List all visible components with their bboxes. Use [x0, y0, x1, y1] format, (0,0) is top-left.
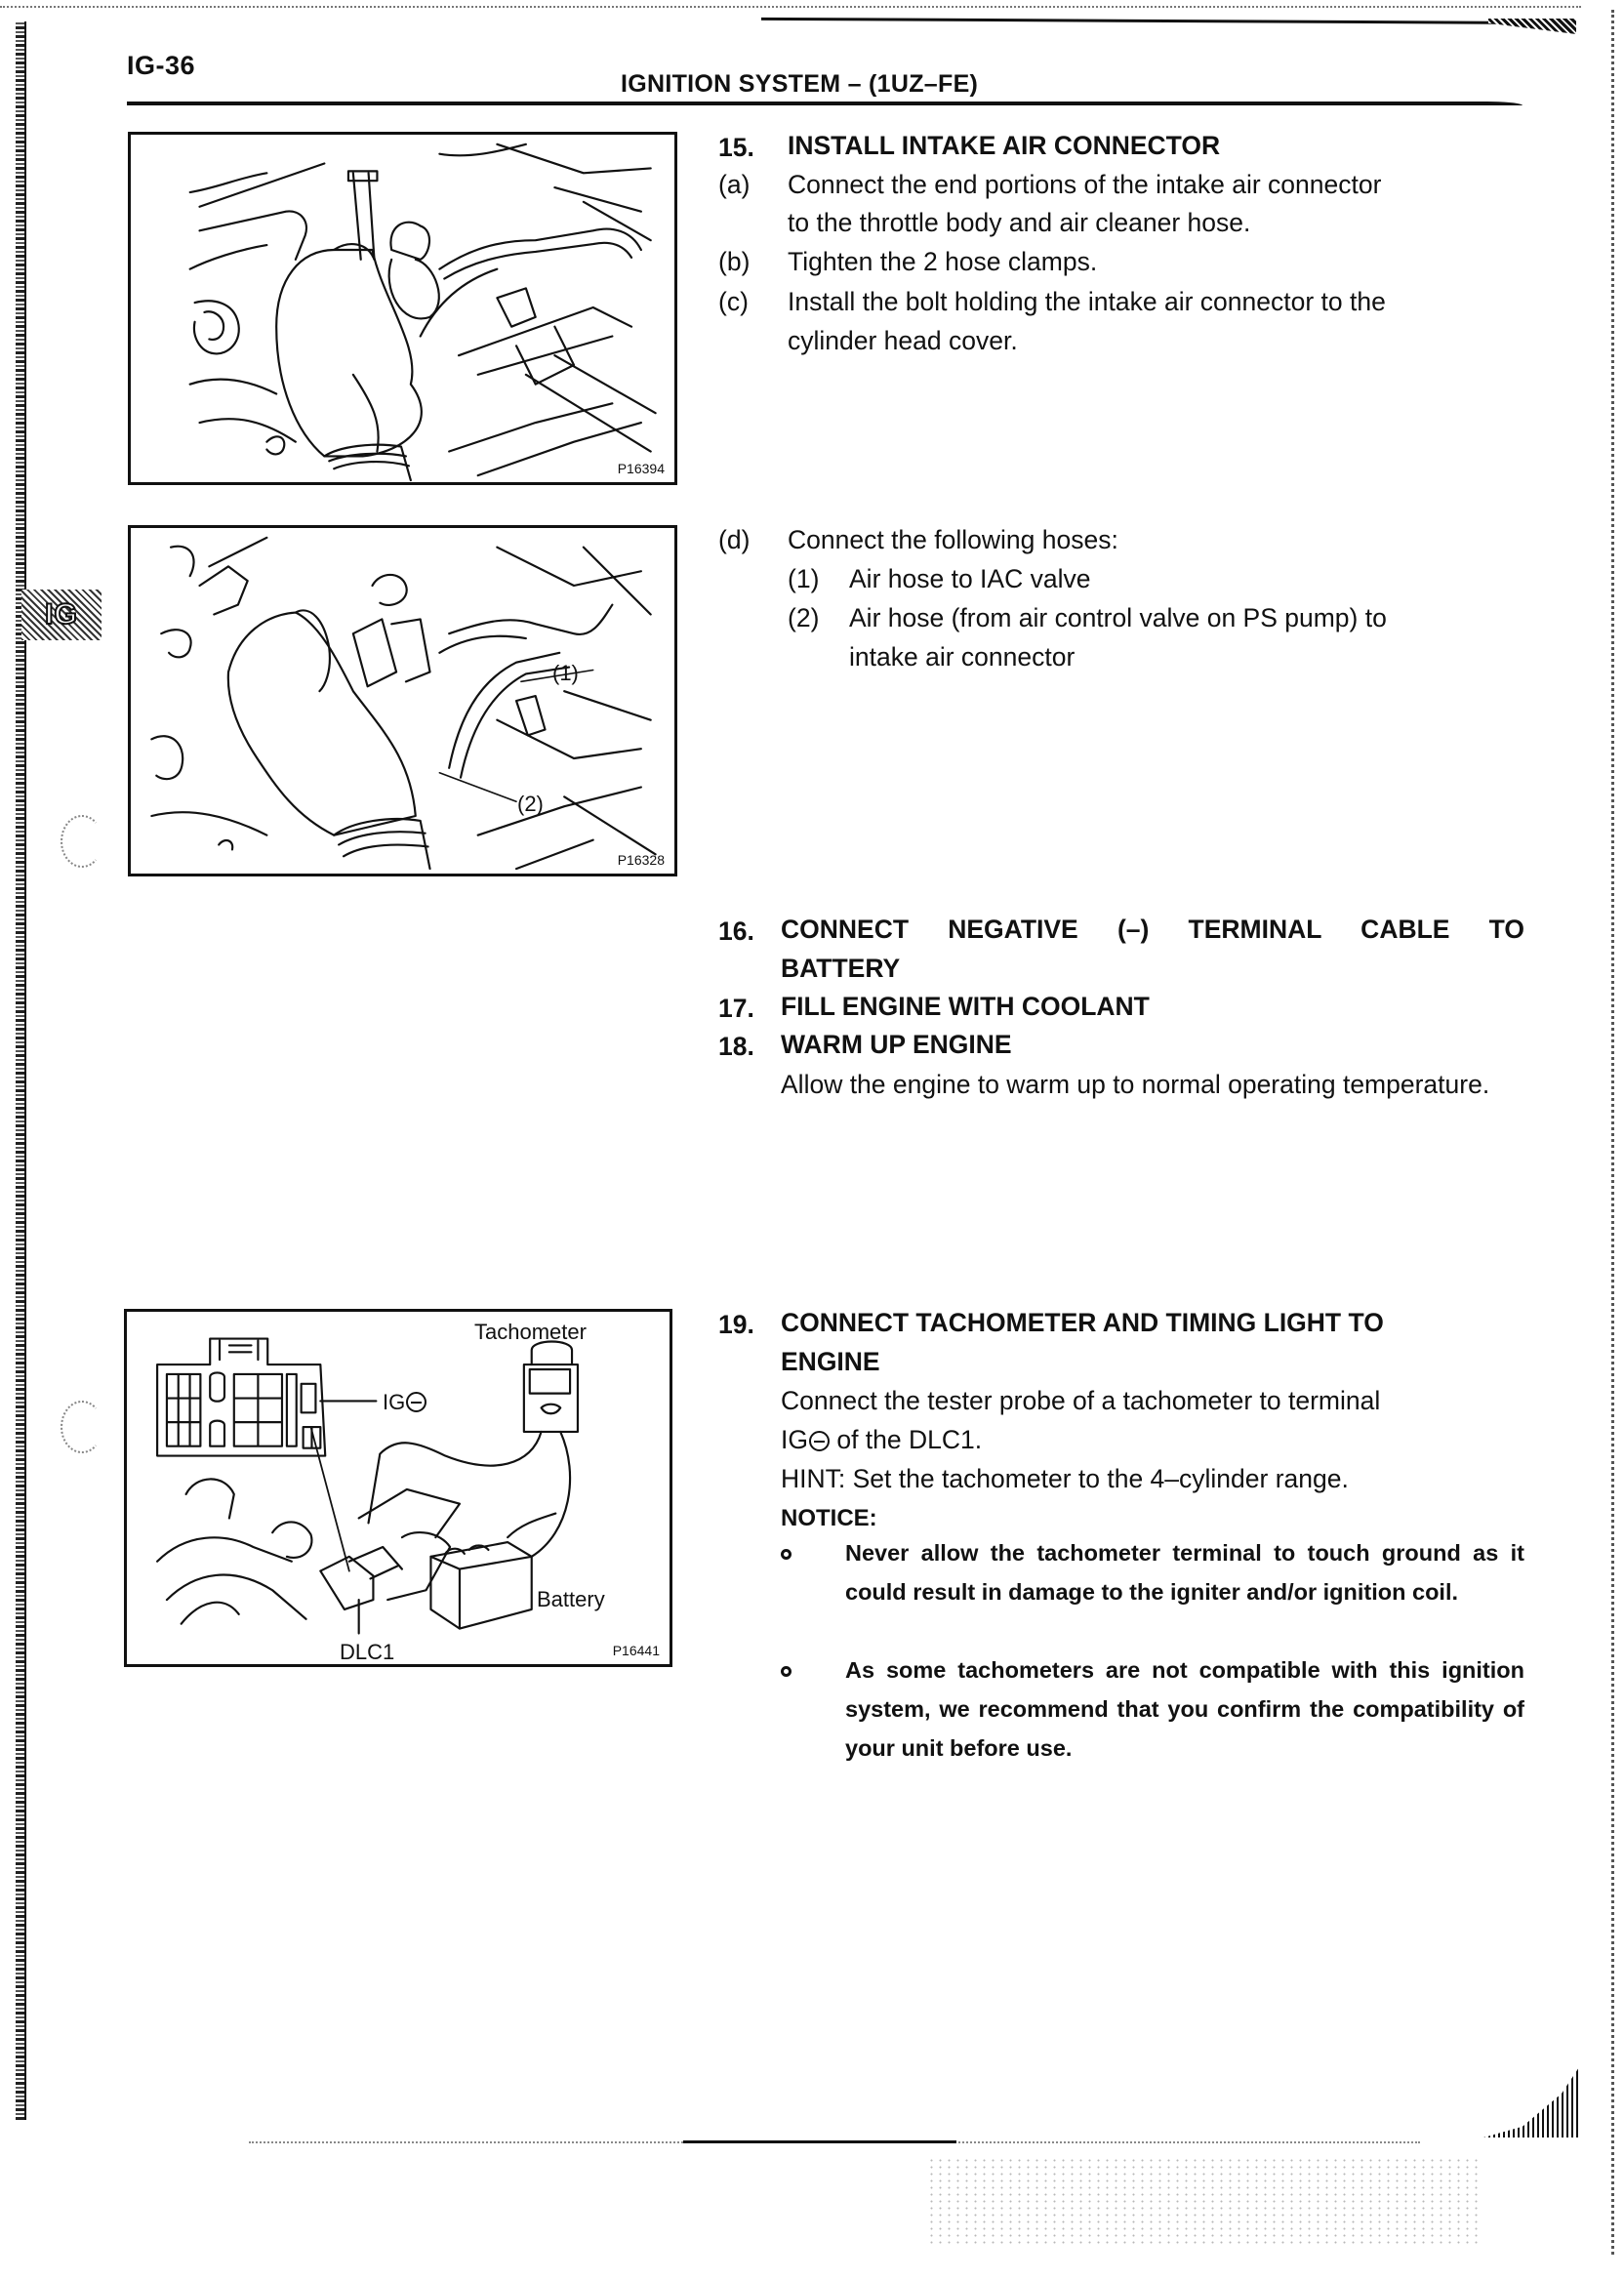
step-17-number: 17. [718, 994, 754, 1023]
step-16-title-line2: BATTERY [781, 954, 901, 983]
figure-code: P16441 [612, 1643, 660, 1658]
engine-illustration [131, 135, 674, 482]
figure-code: P16328 [617, 852, 665, 868]
step-19-body-line2 [781, 1421, 982, 1459]
circled-minus-icon [406, 1392, 426, 1412]
step-18-number: 18. [718, 1032, 754, 1061]
step-15c-marker: (c) [718, 287, 749, 316]
figure-tachometer-connection [124, 1309, 672, 1667]
binding-strip [16, 21, 26, 2120]
top-decorative-rule [761, 18, 1576, 24]
battery-label: Battery [537, 1587, 605, 1611]
header-rule [127, 102, 1522, 105]
notice-2: As some tachometers are not compatible with this ignition system, we recommend that you confirm the compatibility of your unit before use. [845, 1657, 1524, 1761]
scan-punch-hole [61, 815, 103, 868]
step-19-hint: HINT: Set the tachometer to the 4–cylinder range. [781, 1464, 1349, 1493]
step-15-number: 15. [718, 133, 754, 162]
dlc1-text: of the DLC1. [829, 1425, 983, 1454]
step-15d-marker: (d) [718, 525, 751, 554]
notice-1: Never allow the tachometer terminal to touch ground as it could result in damage to the igniter and/or ignition coil. [845, 1540, 1524, 1605]
step-15a-line2: to the throttle body and air cleaner hose. [788, 208, 1251, 237]
step-15c-line2: cylinder head cover. [788, 326, 1018, 355]
step-19-title-line1: CONNECT TACHOMETER AND TIMING LIGHT TO [781, 1308, 1384, 1337]
top-corner-shading [1488, 19, 1576, 34]
callout-2: (2) [517, 792, 544, 816]
ig-terminal-text: IG [781, 1425, 808, 1454]
side-tab-label: IG [45, 598, 78, 631]
tachometer-label: Tachometer [474, 1320, 587, 1344]
scan-edge-top [0, 6, 1581, 8]
bottom-corner-shading [1483, 2064, 1581, 2138]
step-19-title-line2: ENGINE [781, 1347, 880, 1376]
step-15c-line1: Install the bolt holding the intake air connector to the [788, 287, 1386, 316]
step-15a-marker: (a) [718, 170, 751, 199]
scan-punch-hole [61, 1401, 103, 1453]
section-side-tab [21, 590, 102, 640]
bottom-rule [683, 2140, 956, 2143]
figure-intake-air-connector [128, 132, 677, 485]
step-15b-line1: Tighten the 2 hose clamps. [788, 247, 1098, 276]
circled-minus-icon [809, 1431, 830, 1451]
hose-2-line2: intake air connector [849, 642, 1076, 672]
step-16-number: 16. [718, 916, 754, 946]
step-15a-line1: Connect the end portions of the intake air connector [788, 170, 1382, 199]
engine-illustration [131, 528, 674, 874]
bullet-icon [781, 1666, 792, 1677]
figure-code: P16394 [617, 461, 665, 476]
bullet-icon [781, 1549, 792, 1560]
step-19-number: 19. [718, 1310, 754, 1339]
scan-edge-right [1611, 10, 1614, 2255]
ig-label-text: IG [383, 1390, 406, 1414]
step-15d-line1: Connect the following hoses: [788, 525, 1118, 554]
hose-2-line1: Air hose (from air control valve on PS pump) to [849, 603, 1387, 632]
step-18-title: WARM UP ENGINE [781, 1030, 1012, 1059]
hose-2-marker: (2) [788, 603, 820, 632]
page-number: IG-36 [127, 51, 196, 80]
step-15b-marker: (b) [718, 247, 751, 276]
callout-1: (1) [552, 661, 579, 685]
scan-noise [927, 2157, 1483, 2245]
hose-1-text: Air hose to IAC valve [849, 564, 1091, 593]
hose-1-marker: (1) [788, 564, 820, 593]
step-18-body: Allow the engine to warm up to normal operating temperature. [781, 1070, 1490, 1099]
ig-minus-label [383, 1390, 426, 1415]
ig-terminal [302, 1384, 316, 1413]
dlc1-label: DLC1 [340, 1640, 395, 1664]
step-19-body-line1: Connect the tester probe of a tachometer to terminal [781, 1386, 1381, 1415]
notice-label: NOTICE: [781, 1505, 877, 1531]
step-16-title-line1: CONNECT NEGATIVE (–) TERMINAL CABLE TO [781, 915, 1524, 944]
step-15-title: INSTALL INTAKE AIR CONNECTOR [788, 131, 1221, 160]
section-title: IGNITION SYSTEM – (1UZ–FE) [621, 70, 979, 98]
figure-air-hoses [128, 525, 677, 876]
step-17-title: FILL ENGINE WITH COOLANT [781, 992, 1150, 1021]
